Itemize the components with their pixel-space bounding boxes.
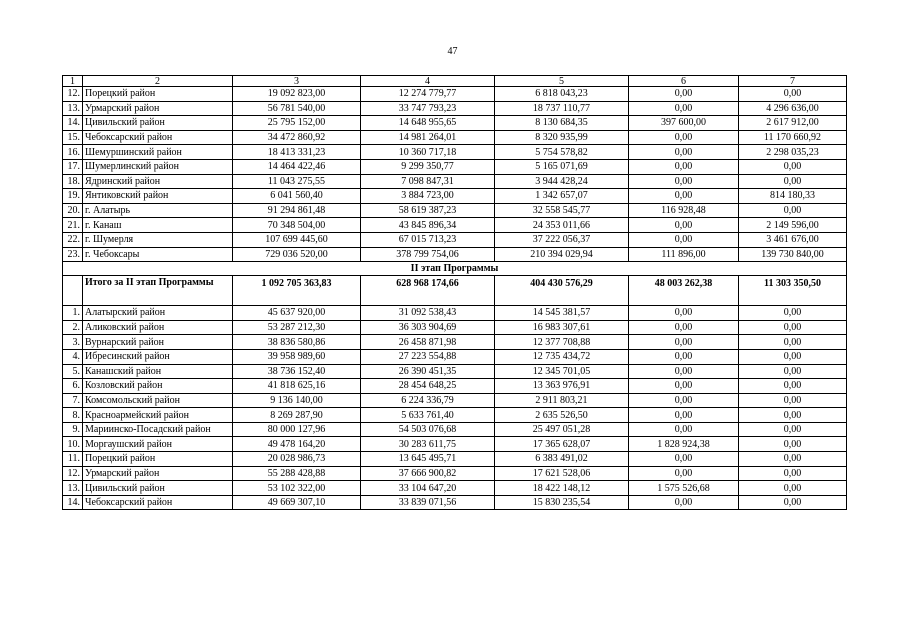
amount-cell-c7: 3 461 676,00 [739, 232, 847, 247]
amount-cell-c6: 1 828 924,38 [629, 437, 739, 452]
amount-cell-c4: 33 839 071,56 [361, 495, 495, 510]
amount-cell-c6: 0,00 [629, 408, 739, 423]
row-number: 13. [63, 481, 83, 496]
amount-cell-c3: 11 043 275,55 [233, 174, 361, 189]
row-number: 2. [63, 320, 83, 335]
amount-cell-c6: 0,00 [629, 218, 739, 233]
table-row [63, 101, 847, 116]
amount-cell-c4: 12 274 779,77 [361, 87, 495, 102]
column-number-cell: 5 [495, 76, 629, 87]
amount-cell-c5: 2 635 526,50 [495, 408, 629, 423]
district-name: Урмарский район [83, 466, 233, 481]
total-number-cell [63, 276, 83, 306]
district-name: Шемуршинский район [83, 145, 233, 160]
district-name: г. Чебоксары [83, 247, 233, 262]
table-row [63, 408, 847, 423]
amount-cell-c6: 0,00 [629, 422, 739, 437]
district-name: Чебоксарский район [83, 495, 233, 510]
district-name: Моргаушский район [83, 437, 233, 452]
amount-cell-c3: 107 699 445,60 [233, 232, 361, 247]
budget-table [62, 75, 847, 510]
column-number-cell: 6 [629, 76, 739, 87]
amount-cell-c7: 139 730 840,00 [739, 247, 847, 262]
amount-cell-c7: 0,00 [739, 335, 847, 350]
amount-cell-c4: 33 747 793,23 [361, 101, 495, 116]
amount-cell-c6: 0,00 [629, 466, 739, 481]
amount-cell-c7: 0,00 [739, 159, 847, 174]
amount-cell-c7: 2 617 912,00 [739, 116, 847, 131]
amount-cell-c5: 2 911 803,21 [495, 393, 629, 408]
row-number: 20. [63, 203, 83, 218]
district-name: Вурнарский район [83, 335, 233, 350]
amount-cell-c6: 0,00 [629, 379, 739, 394]
amount-cell-c7: 0,00 [739, 481, 847, 496]
table-row [63, 422, 847, 437]
column-number-cell: 3 [233, 76, 361, 87]
table-row [63, 232, 847, 247]
section-title: II этап Программы [63, 262, 847, 276]
amount-cell-c7: 0,00 [739, 87, 847, 102]
amount-cell-c7: 2 149 596,00 [739, 218, 847, 233]
amount-cell-c4: 43 845 896,34 [361, 218, 495, 233]
amount-cell-c5: 8 320 935,99 [495, 130, 629, 145]
amount-cell-c4: 54 503 076,68 [361, 422, 495, 437]
amount-cell-c5: 24 353 011,66 [495, 218, 629, 233]
amount-cell-c7: 0,00 [739, 203, 847, 218]
amount-cell-c5: 37 222 056,37 [495, 232, 629, 247]
row-number: 6. [63, 379, 83, 394]
amount-cell-c3: 20 028 986,73 [233, 452, 361, 467]
district-name: Цивильский район [83, 116, 233, 131]
row-number: 16. [63, 145, 83, 160]
amount-cell-c5: 5 754 578,82 [495, 145, 629, 160]
amount-cell-c7: 0,00 [739, 364, 847, 379]
table-row [63, 320, 847, 335]
amount-cell-c4: 14 648 955,65 [361, 116, 495, 131]
row-number: 19. [63, 189, 83, 204]
amount-cell-c6: 0,00 [629, 393, 739, 408]
amount-cell-c6: 0,00 [629, 159, 739, 174]
total-amount-c6: 48 003 262,38 [629, 276, 739, 306]
row-number: 14. [63, 495, 83, 510]
amount-cell-c6: 0,00 [629, 364, 739, 379]
amount-cell-c4: 378 799 754,06 [361, 247, 495, 262]
row-number: 22. [63, 232, 83, 247]
table-row [63, 247, 847, 262]
table-row [63, 466, 847, 481]
amount-cell-c5: 5 165 071,69 [495, 159, 629, 174]
row-number: 15. [63, 130, 83, 145]
amount-cell-c7: 0,00 [739, 408, 847, 423]
amount-cell-c6: 0,00 [629, 495, 739, 510]
amount-cell-c3: 19 092 823,00 [233, 87, 361, 102]
amount-cell-c5: 12 735 434,72 [495, 349, 629, 364]
amount-cell-c4: 3 884 723,00 [361, 189, 495, 204]
amount-cell-c3: 80 000 127,96 [233, 422, 361, 437]
amount-cell-c7: 0,00 [739, 174, 847, 189]
district-name: Алатырский район [83, 306, 233, 321]
total-amount-c5: 404 430 576,29 [495, 276, 629, 306]
amount-cell-c7: 0,00 [739, 393, 847, 408]
district-name: Мариинско-Посадский район [83, 422, 233, 437]
amount-cell-c3: 38 836 580,86 [233, 335, 361, 350]
table-row [63, 481, 847, 496]
amount-cell-c3: 41 818 625,16 [233, 379, 361, 394]
amount-cell-c6: 0,00 [629, 335, 739, 350]
table-row [63, 437, 847, 452]
table-row [63, 189, 847, 204]
amount-cell-c4: 36 303 904,69 [361, 320, 495, 335]
row-number: 11. [63, 452, 83, 467]
table-row [63, 495, 847, 510]
amount-cell-c6: 111 896,00 [629, 247, 739, 262]
district-name: Ибресинский район [83, 349, 233, 364]
amount-cell-c4: 30 283 611,75 [361, 437, 495, 452]
amount-cell-c4: 28 454 648,25 [361, 379, 495, 394]
table-row [63, 174, 847, 189]
amount-cell-c7: 4 296 636,00 [739, 101, 847, 116]
amount-cell-c3: 45 637 920,00 [233, 306, 361, 321]
table-row [63, 335, 847, 350]
amount-cell-c3: 8 269 287,90 [233, 408, 361, 423]
amount-cell-c3: 55 288 428,88 [233, 466, 361, 481]
total-label: Итого за II этап Программы [83, 276, 233, 306]
table-row [63, 145, 847, 160]
amount-cell-c3: 70 348 504,00 [233, 218, 361, 233]
amount-cell-c6: 0,00 [629, 320, 739, 335]
district-name: Ядринский район [83, 174, 233, 189]
amount-cell-c5: 12 345 701,05 [495, 364, 629, 379]
amount-cell-c5: 12 377 708,88 [495, 335, 629, 350]
amount-cell-c6: 0,00 [629, 349, 739, 364]
amount-cell-c4: 26 390 451,35 [361, 364, 495, 379]
amount-cell-c7: 0,00 [739, 422, 847, 437]
district-name: г. Алатырь [83, 203, 233, 218]
row-number: 7. [63, 393, 83, 408]
district-name: Аликовский район [83, 320, 233, 335]
column-number-row [63, 76, 847, 87]
amount-cell-c5: 15 830 235,54 [495, 495, 629, 510]
row-number: 13. [63, 101, 83, 116]
table-row [63, 116, 847, 131]
row-number: 12. [63, 466, 83, 481]
amount-cell-c5: 210 394 029,94 [495, 247, 629, 262]
amount-cell-c3: 49 669 307,10 [233, 495, 361, 510]
amount-cell-c7: 0,00 [739, 466, 847, 481]
district-name: Янтиковский район [83, 189, 233, 204]
amount-cell-c5: 8 130 684,35 [495, 116, 629, 131]
amount-cell-c6: 0,00 [629, 452, 739, 467]
table-row [63, 452, 847, 467]
district-name: Канашский район [83, 364, 233, 379]
amount-cell-c6: 0,00 [629, 189, 739, 204]
total-row [63, 276, 847, 306]
total-amount-c4: 628 968 174,66 [361, 276, 495, 306]
district-name: Чебоксарский район [83, 130, 233, 145]
column-number-cell: 1 [63, 76, 83, 87]
column-number-cell: 2 [83, 76, 233, 87]
amount-cell-c3: 56 781 540,00 [233, 101, 361, 116]
amount-cell-c3: 9 136 140,00 [233, 393, 361, 408]
amount-cell-c4: 9 299 350,77 [361, 159, 495, 174]
column-number-cell: 7 [739, 76, 847, 87]
amount-cell-c3: 18 413 331,23 [233, 145, 361, 160]
district-name: Козловский район [83, 379, 233, 394]
amount-cell-c6: 116 928,48 [629, 203, 739, 218]
amount-cell-c7: 0,00 [739, 495, 847, 510]
row-number: 10. [63, 437, 83, 452]
amount-cell-c4: 67 015 713,23 [361, 232, 495, 247]
amount-cell-c6: 0,00 [629, 145, 739, 160]
row-number: 4. [63, 349, 83, 364]
table-body [63, 76, 847, 510]
amount-cell-c6: 0,00 [629, 87, 739, 102]
amount-cell-c4: 33 104 647,20 [361, 481, 495, 496]
amount-cell-c4: 7 098 847,31 [361, 174, 495, 189]
amount-cell-c7: 814 180,33 [739, 189, 847, 204]
row-number: 5. [63, 364, 83, 379]
district-name: г. Шумерля [83, 232, 233, 247]
row-number: 8. [63, 408, 83, 423]
amount-cell-c4: 58 619 387,23 [361, 203, 495, 218]
amount-cell-c6: 397 600,00 [629, 116, 739, 131]
amount-cell-c5: 6 818 043,23 [495, 87, 629, 102]
amount-cell-c7: 2 298 035,23 [739, 145, 847, 160]
amount-cell-c3: 91 294 861,48 [233, 203, 361, 218]
row-number: 12. [63, 87, 83, 102]
table-row [63, 218, 847, 233]
amount-cell-c3: 53 287 212,30 [233, 320, 361, 335]
row-number: 17. [63, 159, 83, 174]
amount-cell-c5: 18 422 148,12 [495, 481, 629, 496]
amount-cell-c5: 17 365 628,07 [495, 437, 629, 452]
amount-cell-c4: 37 666 900,82 [361, 466, 495, 481]
amount-cell-c3: 25 795 152,00 [233, 116, 361, 131]
amount-cell-c7: 0,00 [739, 306, 847, 321]
district-name: Порецкий район [83, 87, 233, 102]
amount-cell-c6: 1 575 526,68 [629, 481, 739, 496]
amount-cell-c4: 6 224 336,79 [361, 393, 495, 408]
amount-cell-c7: 0,00 [739, 452, 847, 467]
table-row [63, 306, 847, 321]
total-amount-c7: 11 303 350,50 [739, 276, 847, 306]
district-name: Красноармейский район [83, 408, 233, 423]
amount-cell-c7: 0,00 [739, 320, 847, 335]
table-row [63, 364, 847, 379]
amount-cell-c4: 10 360 717,18 [361, 145, 495, 160]
amount-cell-c5: 6 383 491,02 [495, 452, 629, 467]
amount-cell-c5: 13 363 976,91 [495, 379, 629, 394]
amount-cell-c4: 13 645 495,71 [361, 452, 495, 467]
amount-cell-c5: 14 545 381,57 [495, 306, 629, 321]
amount-cell-c5: 32 558 545,77 [495, 203, 629, 218]
row-number: 21. [63, 218, 83, 233]
district-name: Шумерлинский район [83, 159, 233, 174]
table-row [63, 349, 847, 364]
amount-cell-c3: 39 958 989,60 [233, 349, 361, 364]
amount-cell-c5: 25 497 051,28 [495, 422, 629, 437]
district-name: Цивильский район [83, 481, 233, 496]
total-amount-c3: 1 092 705 363,83 [233, 276, 361, 306]
table-row [63, 87, 847, 102]
amount-cell-c7: 0,00 [739, 437, 847, 452]
table-row [63, 203, 847, 218]
district-name: Комсомольский район [83, 393, 233, 408]
amount-cell-c5: 18 737 110,77 [495, 101, 629, 116]
amount-cell-c6: 0,00 [629, 306, 739, 321]
amount-cell-c6: 0,00 [629, 101, 739, 116]
amount-cell-c5: 3 944 428,24 [495, 174, 629, 189]
amount-cell-c5: 16 983 307,61 [495, 320, 629, 335]
row-number: 18. [63, 174, 83, 189]
row-number: 1. [63, 306, 83, 321]
amount-cell-c4: 26 458 871,98 [361, 335, 495, 350]
page-number: 47 [447, 46, 458, 57]
column-number-cell: 4 [361, 76, 495, 87]
amount-cell-c6: 0,00 [629, 174, 739, 189]
section-title-row [63, 262, 847, 276]
table-row [63, 130, 847, 145]
row-number: 9. [63, 422, 83, 437]
amount-cell-c7: 0,00 [739, 379, 847, 394]
amount-cell-c3: 49 478 164,20 [233, 437, 361, 452]
amount-cell-c3: 53 102 322,00 [233, 481, 361, 496]
table-row [63, 379, 847, 394]
district-name: г. Канаш [83, 218, 233, 233]
table-row [63, 393, 847, 408]
district-name: Порецкий район [83, 452, 233, 467]
amount-cell-c4: 14 981 264,01 [361, 130, 495, 145]
row-number: 23. [63, 247, 83, 262]
row-number: 14. [63, 116, 83, 131]
amount-cell-c6: 0,00 [629, 232, 739, 247]
amount-cell-c6: 0,00 [629, 130, 739, 145]
row-number: 3. [63, 335, 83, 350]
district-name: Урмарский район [83, 101, 233, 116]
amount-cell-c3: 38 736 152,40 [233, 364, 361, 379]
amount-cell-c3: 729 036 520,00 [233, 247, 361, 262]
amount-cell-c4: 31 092 538,43 [361, 306, 495, 321]
amount-cell-c5: 17 621 528,06 [495, 466, 629, 481]
amount-cell-c5: 1 342 657,07 [495, 189, 629, 204]
amount-cell-c3: 6 041 560,40 [233, 189, 361, 204]
amount-cell-c3: 14 464 422,46 [233, 159, 361, 174]
table-row [63, 159, 847, 174]
amount-cell-c4: 27 223 554,88 [361, 349, 495, 364]
amount-cell-c7: 0,00 [739, 349, 847, 364]
amount-cell-c4: 5 633 761,40 [361, 408, 495, 423]
amount-cell-c7: 11 170 660,92 [739, 130, 847, 145]
amount-cell-c3: 34 472 860,92 [233, 130, 361, 145]
